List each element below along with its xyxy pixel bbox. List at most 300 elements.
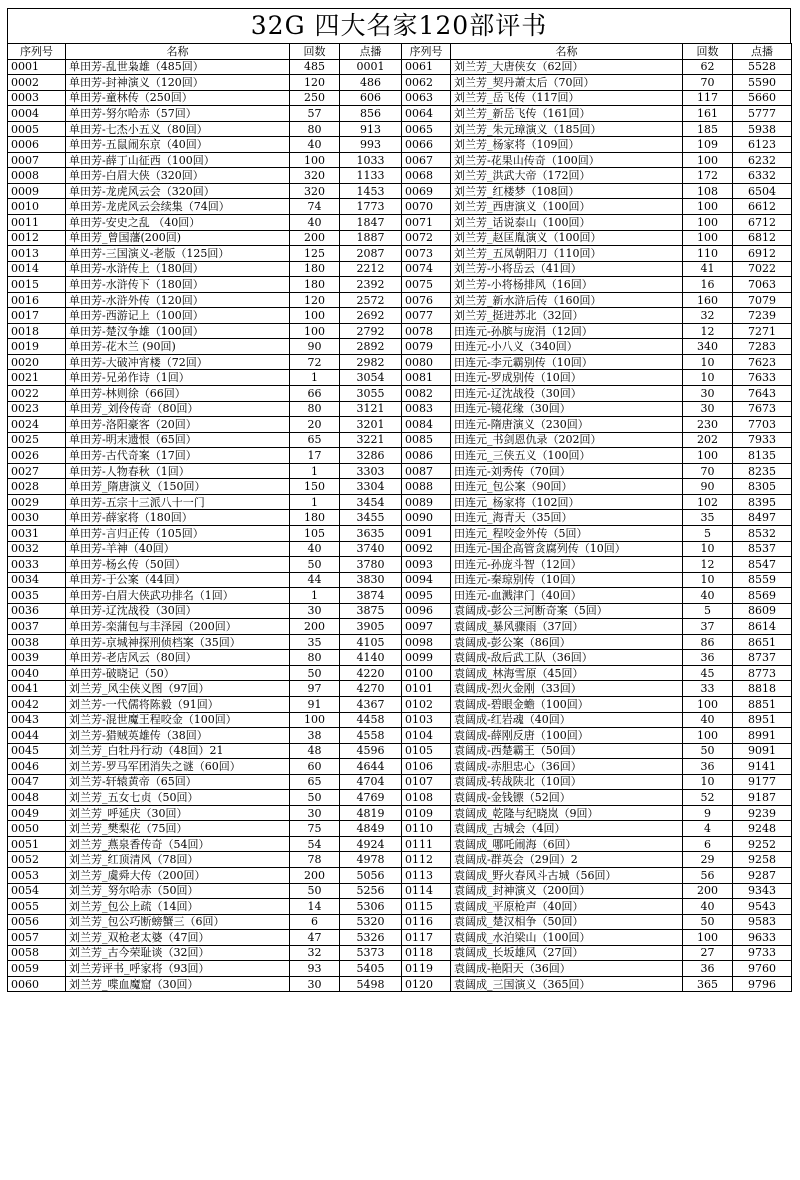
cell-name-right: 袁阔成-群英会（29回）2 <box>451 852 683 868</box>
cell-play-left: 4367 <box>340 696 402 712</box>
cell-play-right: 8991 <box>733 728 792 744</box>
cell-seq-left: 0047 <box>8 774 66 790</box>
cell-seq-right: 0094 <box>402 572 451 588</box>
cell-seq-right: 0118 <box>402 945 451 961</box>
cell-episodes-left: 100 <box>290 323 340 339</box>
table-row <box>8 215 792 231</box>
cell-name-right: 袁阔成_封神演义（200回） <box>451 883 683 899</box>
cell-name-left: 单田芳-薛家将（180回） <box>66 510 290 526</box>
cell-name-left: 单田芳-杨幺传（50回） <box>66 557 290 573</box>
cell-seq-right: 0073 <box>402 246 451 262</box>
cell-name-right: 田连元-辽沈战役（30回） <box>451 386 683 402</box>
cell-name-right: 袁阔成-薛刚反唐（100回） <box>451 728 683 744</box>
cell-play-left: 4270 <box>340 681 402 697</box>
table-row <box>8 867 792 883</box>
table-row <box>8 759 792 775</box>
cell-play-right: 9583 <box>733 914 792 930</box>
cell-play-left: 1887 <box>340 230 402 246</box>
table-row <box>8 899 792 915</box>
cell-name-left: 单田芳-栾蒲包与丰泽园（200回） <box>66 619 290 635</box>
cell-play-right: 6332 <box>733 168 792 184</box>
cell-episodes-right: 230 <box>683 417 733 433</box>
cell-name-left: 刘兰芳_燕泉香传奇（54回） <box>66 836 290 852</box>
cell-name-left: 单田芳-五宗十三派八十一门 <box>66 494 290 510</box>
cell-episodes-right: 36 <box>683 759 733 775</box>
cell-name-left: 刘兰芳评书_呼家将（93回） <box>66 961 290 977</box>
cell-name-left: 单田芳-水浒传上（180回） <box>66 261 290 277</box>
cell-seq-left: 0040 <box>8 665 66 681</box>
cell-seq-left: 0008 <box>8 168 66 184</box>
cell-play-left: 5056 <box>340 867 402 883</box>
cell-seq-left: 0023 <box>8 401 66 417</box>
cell-seq-left: 0024 <box>8 417 66 433</box>
cell-name-left: 单田芳-龙虎风云会（320回） <box>66 183 290 199</box>
cell-play-right: 5528 <box>733 59 792 75</box>
cell-play-left: 3121 <box>340 401 402 417</box>
cell-episodes-right: 86 <box>683 634 733 650</box>
cell-name-right: 田连元_程咬金外传（5回） <box>451 525 683 541</box>
cell-name-right: 袁阔成-碧眼金蟾（100回） <box>451 696 683 712</box>
cell-episodes-right: 12 <box>683 557 733 573</box>
table-row <box>8 277 792 293</box>
cell-play-right: 6712 <box>733 215 792 231</box>
cell-play-right: 5938 <box>733 121 792 137</box>
cell-name-right: 袁阔成-转战陕北（10回） <box>451 774 683 790</box>
cell-episodes-left: 40 <box>290 541 340 557</box>
cell-seq-right: 0069 <box>402 183 451 199</box>
cell-episodes-right: 29 <box>683 852 733 868</box>
cell-episodes-right: 90 <box>683 479 733 495</box>
cell-episodes-left: 65 <box>290 432 340 448</box>
cell-seq-left: 0017 <box>8 308 66 324</box>
cell-name-right: 田连元-孙膑与庞涓（12回） <box>451 323 683 339</box>
cell-episodes-left: 120 <box>290 292 340 308</box>
table-row <box>8 90 792 106</box>
cell-play-left: 1847 <box>340 215 402 231</box>
cell-seq-right: 0081 <box>402 370 451 386</box>
cell-episodes-left: 72 <box>290 354 340 370</box>
cell-name-left: 刘兰芳-罗马军团消失之谜（60回） <box>66 759 290 775</box>
cell-play-left: 1133 <box>340 168 402 184</box>
table-row <box>8 121 792 137</box>
cell-play-right: 8818 <box>733 681 792 697</box>
cell-seq-right: 0077 <box>402 308 451 324</box>
cell-name-right: 袁阔成-金钱镖（52回） <box>451 790 683 806</box>
cell-seq-left: 0046 <box>8 759 66 775</box>
cell-episodes-right: 33 <box>683 681 733 697</box>
cell-name-right: 袁阔成_古城会（4回） <box>451 821 683 837</box>
cell-seq-left: 0032 <box>8 541 66 557</box>
cell-name-right: 刘兰芳_挺进苏北（32回） <box>451 308 683 324</box>
table-row <box>8 401 792 417</box>
cell-seq-left: 0039 <box>8 650 66 666</box>
cell-episodes-left: 48 <box>290 743 340 759</box>
cell-name-right: 刘兰芳_赵匡胤演义（100回） <box>451 230 683 246</box>
header-play-left: 点播 <box>340 44 402 60</box>
cell-seq-left: 0015 <box>8 277 66 293</box>
table-row <box>8 75 792 91</box>
cell-play-left: 3201 <box>340 417 402 433</box>
cell-play-right: 6912 <box>733 246 792 262</box>
cell-seq-left: 0020 <box>8 354 66 370</box>
cell-episodes-left: 180 <box>290 277 340 293</box>
cell-name-left: 刘兰芳_包公巧断螃蟹三（6回） <box>66 914 290 930</box>
table-row <box>8 152 792 168</box>
cell-episodes-left: 14 <box>290 899 340 915</box>
cell-name-right: 袁阔成_暴风骤雨（37回） <box>451 619 683 635</box>
cell-episodes-right: 32 <box>683 308 733 324</box>
table-row <box>8 930 792 946</box>
table-row <box>8 914 792 930</box>
cell-play-left: 3455 <box>340 510 402 526</box>
cell-seq-left: 0053 <box>8 867 66 883</box>
cell-episodes-left: 50 <box>290 665 340 681</box>
cell-name-left: 刘兰芳_樊梨花（75回） <box>66 821 290 837</box>
cell-episodes-left: 1 <box>290 494 340 510</box>
document-sheet <box>7 8 791 992</box>
cell-play-left: 2087 <box>340 246 402 262</box>
cell-name-right: 刘兰芳_新岳飞传（161回） <box>451 106 683 122</box>
cell-name-left: 刘兰芳-猎贼英雄传（38回） <box>66 728 290 744</box>
cell-seq-left: 0002 <box>8 75 66 91</box>
cell-name-right: 袁阔成_乾隆与纪晓岚（9回） <box>451 805 683 821</box>
cell-episodes-left: 93 <box>290 961 340 977</box>
table-row <box>8 728 792 744</box>
cell-episodes-left: 97 <box>290 681 340 697</box>
cell-name-right: 袁阔成_平原枪声（40回） <box>451 899 683 915</box>
cell-episodes-left: 74 <box>290 199 340 215</box>
cell-seq-right: 0065 <box>402 121 451 137</box>
cell-play-right: 8614 <box>733 619 792 635</box>
cell-play-right: 9248 <box>733 821 792 837</box>
cell-episodes-left: 320 <box>290 183 340 199</box>
cell-play-left: 4105 <box>340 634 402 650</box>
cell-play-left: 4769 <box>340 790 402 806</box>
cell-episodes-right: 100 <box>683 215 733 231</box>
cell-play-left: 3875 <box>340 603 402 619</box>
cell-play-right: 8235 <box>733 463 792 479</box>
cell-name-left: 刘兰芳_虞舜大传（200回） <box>66 867 290 883</box>
cell-episodes-left: 320 <box>290 168 340 184</box>
cell-seq-left: 0001 <box>8 59 66 75</box>
cell-play-left: 5306 <box>340 899 402 915</box>
cell-play-right: 8305 <box>733 479 792 495</box>
table-row <box>8 681 792 697</box>
cell-play-left: 4140 <box>340 650 402 666</box>
cell-seq-left: 0014 <box>8 261 66 277</box>
cell-episodes-left: 1 <box>290 463 340 479</box>
cell-play-right: 9141 <box>733 759 792 775</box>
cell-name-right: 袁阔成-艳阳天（36回） <box>451 961 683 977</box>
cell-seq-right: 0090 <box>402 510 451 526</box>
cell-episodes-right: 30 <box>683 386 733 402</box>
cell-name-left: 单田芳-水浒传下（180回） <box>66 277 290 293</box>
table-row <box>8 246 792 262</box>
cell-play-left: 2692 <box>340 308 402 324</box>
cell-name-right: 刘兰芳_新水浒后传（160回） <box>451 292 683 308</box>
cell-name-right: 刘兰芳_契丹萧太后（70回） <box>451 75 683 91</box>
cell-seq-left: 0033 <box>8 557 66 573</box>
catalog-table <box>7 43 792 992</box>
cell-seq-right: 0072 <box>402 230 451 246</box>
cell-name-left: 单田芳-大破冲宵楼（72回） <box>66 354 290 370</box>
cell-play-left: 1033 <box>340 152 402 168</box>
table-row <box>8 525 792 541</box>
cell-name-right: 田连元-血溅津门（40回） <box>451 588 683 604</box>
cell-play-right: 7623 <box>733 354 792 370</box>
cell-name-left: 单田芳-京城神探刑侦档案（35回） <box>66 634 290 650</box>
cell-seq-left: 0006 <box>8 137 66 153</box>
table-row <box>8 790 792 806</box>
cell-play-left: 3874 <box>340 588 402 604</box>
cell-episodes-left: 100 <box>290 152 340 168</box>
cell-play-right: 6123 <box>733 137 792 153</box>
table-row <box>8 354 792 370</box>
cell-play-left: 0001 <box>340 59 402 75</box>
table-row <box>8 479 792 495</box>
cell-episodes-right: 50 <box>683 914 733 930</box>
table-row <box>8 852 792 868</box>
cell-name-left: 单田芳-古代奇案（17回） <box>66 448 290 464</box>
table-row <box>8 59 792 75</box>
cell-play-right: 9633 <box>733 930 792 946</box>
cell-play-right: 8547 <box>733 557 792 573</box>
cell-episodes-right: 27 <box>683 945 733 961</box>
table-row <box>8 432 792 448</box>
cell-name-right: 田连元_杨家将（102回） <box>451 494 683 510</box>
cell-play-right: 8569 <box>733 588 792 604</box>
cell-seq-right: 0115 <box>402 899 451 915</box>
cell-play-left: 3221 <box>340 432 402 448</box>
cell-name-left: 单田芳-龙虎风云会续集（74回） <box>66 199 290 215</box>
cell-seq-left: 0038 <box>8 634 66 650</box>
cell-seq-left: 0022 <box>8 386 66 402</box>
cell-seq-left: 0011 <box>8 215 66 231</box>
cell-play-left: 5320 <box>340 914 402 930</box>
cell-episodes-right: 110 <box>683 246 733 262</box>
cell-episodes-left: 44 <box>290 572 340 588</box>
cell-name-left: 刘兰芳_古今荣耻谈（32回） <box>66 945 290 961</box>
cell-episodes-right: 62 <box>683 59 733 75</box>
cell-name-right: 田连元-隋唐演义（230回） <box>451 417 683 433</box>
cell-seq-left: 0028 <box>8 479 66 495</box>
cell-play-right: 5660 <box>733 90 792 106</box>
cell-episodes-left: 20 <box>290 417 340 433</box>
cell-episodes-left: 54 <box>290 836 340 852</box>
cell-play-right: 9258 <box>733 852 792 868</box>
cell-episodes-right: 5 <box>683 603 733 619</box>
cell-seq-left: 0049 <box>8 805 66 821</box>
cell-seq-left: 0027 <box>8 463 66 479</box>
cell-play-right: 9760 <box>733 961 792 977</box>
cell-episodes-right: 100 <box>683 728 733 744</box>
cell-name-right: 袁阔成_水泊梁山（100回） <box>451 930 683 946</box>
cell-name-right: 袁阔成-烈火金刚（33回） <box>451 681 683 697</box>
cell-play-right: 7673 <box>733 401 792 417</box>
cell-seq-right: 0102 <box>402 696 451 712</box>
cell-name-left: 单田芳-言归正传（105回） <box>66 525 290 541</box>
cell-play-left: 4819 <box>340 805 402 821</box>
cell-name-right: 田连元-小八义（340回） <box>451 339 683 355</box>
cell-play-left: 3635 <box>340 525 402 541</box>
cell-seq-left: 0048 <box>8 790 66 806</box>
cell-episodes-left: 6 <box>290 914 340 930</box>
header-episodes-left: 回数 <box>290 44 340 60</box>
cell-seq-right: 0064 <box>402 106 451 122</box>
cell-name-left: 单田芳-七杰小五义（80回） <box>66 121 290 137</box>
cell-seq-left: 0026 <box>8 448 66 464</box>
table-row <box>8 183 792 199</box>
cell-episodes-left: 80 <box>290 650 340 666</box>
cell-play-right: 7933 <box>733 432 792 448</box>
cell-episodes-right: 109 <box>683 137 733 153</box>
cell-name-left: 单田芳-白眉大侠（320回） <box>66 168 290 184</box>
cell-episodes-right: 108 <box>683 183 733 199</box>
cell-name-right: 袁阔成-彭公三河断奇案（5回） <box>451 603 683 619</box>
cell-episodes-right: 102 <box>683 494 733 510</box>
cell-name-left: 单田芳-三国演义-老版（125回） <box>66 246 290 262</box>
cell-name-right: 田连元_三侠五义（100回） <box>451 448 683 464</box>
cell-seq-left: 0037 <box>8 619 66 635</box>
table-row <box>8 168 792 184</box>
header-seq-right: 序列号 <box>402 44 451 60</box>
cell-name-right: 田连元-孙庞斗智（12回） <box>451 557 683 573</box>
cell-seq-right: 0117 <box>402 930 451 946</box>
cell-play-left: 2792 <box>340 323 402 339</box>
cell-episodes-left: 78 <box>290 852 340 868</box>
cell-name-left: 单田芳_隋唐演义（150回） <box>66 479 290 495</box>
cell-episodes-left: 50 <box>290 883 340 899</box>
cell-seq-right: 0074 <box>402 261 451 277</box>
cell-play-left: 856 <box>340 106 402 122</box>
cell-name-right: 刘兰芳-小将岳云（41回） <box>451 261 683 277</box>
cell-play-right: 9091 <box>733 743 792 759</box>
table-row <box>8 261 792 277</box>
cell-episodes-right: 37 <box>683 619 733 635</box>
cell-episodes-left: 200 <box>290 619 340 635</box>
cell-play-right: 9252 <box>733 836 792 852</box>
cell-episodes-left: 57 <box>290 106 340 122</box>
cell-name-left: 单田芳-楚汉争雄（100回） <box>66 323 290 339</box>
cell-name-left: 单田芳-林则徐（66回） <box>66 386 290 402</box>
cell-episodes-right: 30 <box>683 401 733 417</box>
cell-seq-right: 0113 <box>402 867 451 883</box>
cell-name-left: 单田芳-辽沈战役（30回） <box>66 603 290 619</box>
cell-name-right: 刘兰芳_红楼梦（108回） <box>451 183 683 199</box>
cell-name-right: 袁阔成_哪吒闹海（6回） <box>451 836 683 852</box>
cell-name-left: 刘兰芳_呼延庆（30回） <box>66 805 290 821</box>
cell-episodes-right: 10 <box>683 774 733 790</box>
cell-play-left: 1773 <box>340 199 402 215</box>
cell-seq-right: 0097 <box>402 619 451 635</box>
cell-episodes-right: 70 <box>683 463 733 479</box>
cell-episodes-right: 200 <box>683 883 733 899</box>
cell-play-right: 8537 <box>733 541 792 557</box>
cell-episodes-right: 56 <box>683 867 733 883</box>
cell-seq-left: 0013 <box>8 246 66 262</box>
cell-seq-right: 0120 <box>402 976 451 992</box>
cell-episodes-right: 10 <box>683 572 733 588</box>
cell-play-right: 9543 <box>733 899 792 915</box>
table-row <box>8 557 792 573</box>
cell-episodes-left: 66 <box>290 386 340 402</box>
cell-seq-right: 0111 <box>402 836 451 852</box>
cell-seq-right: 0085 <box>402 432 451 448</box>
table-row <box>8 230 792 246</box>
cell-play-left: 5256 <box>340 883 402 899</box>
cell-name-left: 刘兰芳_红顶清风（78回） <box>66 852 290 868</box>
cell-play-left: 4924 <box>340 836 402 852</box>
header-play-right: 点播 <box>733 44 792 60</box>
cell-name-left: 刘兰芳-一代儒将陈毅（91回） <box>66 696 290 712</box>
cell-play-right: 8951 <box>733 712 792 728</box>
header-episodes-right: 回数 <box>683 44 733 60</box>
cell-play-left: 4849 <box>340 821 402 837</box>
cell-seq-right: 0101 <box>402 681 451 697</box>
cell-seq-right: 0086 <box>402 448 451 464</box>
cell-play-right: 8851 <box>733 696 792 712</box>
cell-episodes-right: 100 <box>683 152 733 168</box>
cell-play-right: 6812 <box>733 230 792 246</box>
cell-play-left: 5498 <box>340 976 402 992</box>
header-seq-left: 序列号 <box>8 44 66 60</box>
cell-play-left: 2212 <box>340 261 402 277</box>
cell-name-left: 单田芳-安史之乱 （40回） <box>66 215 290 231</box>
cell-name-right: 田连元_书剑恩仇录（202回） <box>451 432 683 448</box>
cell-play-right: 9187 <box>733 790 792 806</box>
cell-seq-right: 0078 <box>402 323 451 339</box>
cell-seq-left: 0009 <box>8 183 66 199</box>
cell-seq-left: 0029 <box>8 494 66 510</box>
cell-episodes-left: 60 <box>290 759 340 775</box>
cell-seq-right: 0093 <box>402 557 451 573</box>
cell-seq-right: 0067 <box>402 152 451 168</box>
cell-episodes-left: 17 <box>290 448 340 464</box>
cell-episodes-right: 100 <box>683 930 733 946</box>
cell-episodes-left: 75 <box>290 821 340 837</box>
cell-name-left: 单田芳-破晓记（50） <box>66 665 290 681</box>
page-title: 32G 四大名家120部评书 <box>7 8 791 43</box>
table-row <box>8 945 792 961</box>
cell-play-left: 4220 <box>340 665 402 681</box>
cell-play-left: 913 <box>340 121 402 137</box>
table-row <box>8 494 792 510</box>
cell-seq-right: 0105 <box>402 743 451 759</box>
cell-seq-right: 0099 <box>402 650 451 666</box>
cell-play-left: 2982 <box>340 354 402 370</box>
cell-episodes-left: 91 <box>290 696 340 712</box>
cell-seq-left: 0043 <box>8 712 66 728</box>
cell-play-right: 7271 <box>733 323 792 339</box>
cell-seq-right: 0071 <box>402 215 451 231</box>
cell-seq-right: 0082 <box>402 386 451 402</box>
cell-name-right: 田连元-罗成别传（10回） <box>451 370 683 386</box>
cell-play-left: 3303 <box>340 463 402 479</box>
cell-name-right: 刘兰芳_杨家将（109回） <box>451 137 683 153</box>
table-row <box>8 821 792 837</box>
table-row <box>8 588 792 604</box>
cell-seq-right: 0103 <box>402 712 451 728</box>
table-row <box>8 805 792 821</box>
cell-play-right: 7643 <box>733 386 792 402</box>
cell-seq-right: 0107 <box>402 774 451 790</box>
cell-seq-left: 0018 <box>8 323 66 339</box>
cell-play-left: 4458 <box>340 712 402 728</box>
cell-seq-right: 0070 <box>402 199 451 215</box>
cell-name-right: 袁阔成_野火春风斗古城（56回） <box>451 867 683 883</box>
cell-play-left: 4558 <box>340 728 402 744</box>
cell-name-left: 单田芳-洛阳豪客（20回） <box>66 417 290 433</box>
